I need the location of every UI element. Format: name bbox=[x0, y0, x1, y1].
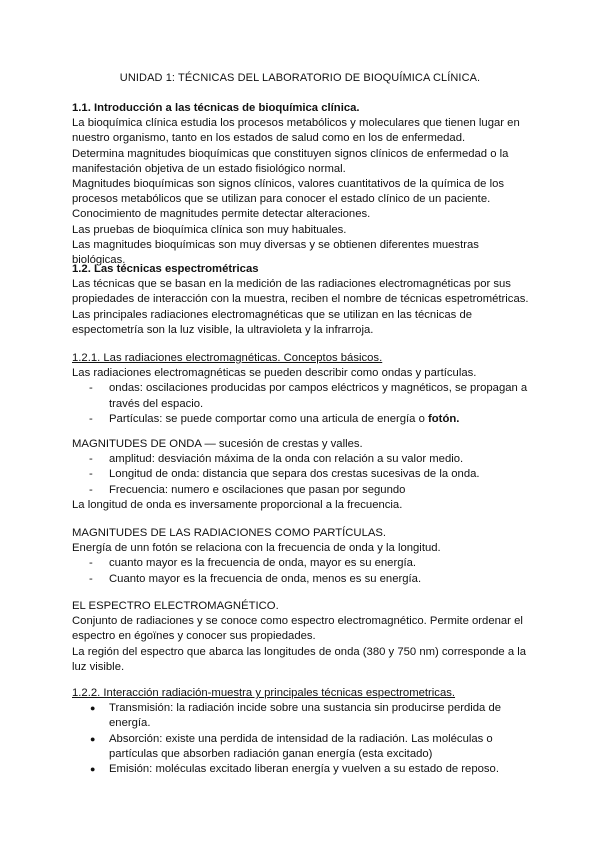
paragraph-line: Conocimiento de magnitudes permite detectar alteraciones. bbox=[72, 208, 371, 221]
list-item: ● Transmisión: la radiación incide sobre una sustancia sin producirse perdida de bbox=[90, 702, 502, 715]
list-item: - Partículas: se puede comportar como una articula de energía o fotón. bbox=[89, 412, 460, 425]
list-item: ● Emisión: moléculas excitado liberan energía y vuelven a su estado de reposo. bbox=[90, 763, 499, 776]
list-item: - Longitud de onda: distancia que separa dos crestas sucesivas de la onda. bbox=[89, 468, 480, 481]
list-item: - amplitud: desviación máxima de la onda con relación a su valor medio. bbox=[89, 453, 464, 466]
paragraph-line: espectro en égoïnes y conocer sus propiedades. bbox=[72, 630, 316, 643]
list-item: ● Absorción: existe una perdida de intensidad de la radiación. Las moléculas o bbox=[90, 732, 493, 745]
list-item: partículas que absorben radiación ganan energía (esta excitado) bbox=[109, 747, 433, 760]
section-particle-magnitudes bbox=[72, 526, 534, 587]
paragraph-line: Magnitudes bioquímicas son signos clínicos, valores cuantitativos de la química de los bbox=[72, 178, 505, 191]
paragraph-line: Las pruebas de bioquímica clínica son muy habituales. bbox=[72, 223, 347, 236]
section-spectrum bbox=[72, 599, 534, 675]
paragraph-line: procesos metabólicos que se utilizan para conocer el estado clínico de un paciente. bbox=[72, 193, 491, 206]
paragraph-line: Energía de unn fotón se relaciona con la frecuencia de onda y la longitud. bbox=[72, 542, 441, 555]
paragraph-line: luz visible. bbox=[72, 660, 125, 673]
section-heading: 1.2. Las técnicas espectrométricas bbox=[72, 263, 259, 275]
paragraph-line: Las técnicas que se basan en la medición de las radiaciones electromagnéticas por sus bbox=[72, 278, 511, 291]
bullet-list bbox=[72, 381, 534, 427]
bullet-list bbox=[72, 452, 534, 498]
bullet-list bbox=[72, 556, 534, 586]
page-title: UNIDAD 1: TÉCNICAS DEL LABORATORIO DE BIOQUÍMICA CLÍNICA. bbox=[119, 72, 481, 84]
paragraph-line: espectometría son la luz visible, la ultravioleta y la infrarroja. bbox=[72, 323, 374, 336]
section-wave-magnitudes bbox=[72, 437, 534, 513]
list-item: - ondas: oscilaciones producidas por campos eléctricos y magnéticos, se propagan a bbox=[89, 382, 528, 395]
list-item: energía. bbox=[109, 717, 151, 730]
paragraph-line: manifestación objetiva de un estado fisiológico normal. bbox=[72, 162, 346, 175]
section-heading: 1.1. Introducción a las técnicas de bioquímica clínica. bbox=[72, 102, 360, 114]
paragraph-line: La bioquímica clínica estudia los procesos metabólicos y moleculares que tienen lugar en bbox=[72, 117, 520, 130]
section-heading: EL ESPECTRO ELECTROMAGNÉTICO. bbox=[72, 600, 279, 612]
section-spectrometric bbox=[72, 262, 534, 338]
list-item: - Cuanto mayor es la frecuencia de onda, menos es su energía. bbox=[89, 572, 422, 585]
paragraph-line: Conjunto de radiaciones y se conoce como espectro electromagnético. Permite ordenar el bbox=[72, 615, 523, 628]
paragraph-line: nuestro organismo, tanto en los estados de salud como en los de enfermedad. bbox=[72, 132, 466, 145]
section-heading: MAGNITUDES DE ONDA — sucesión de crestas y valles. bbox=[72, 438, 363, 450]
section-heading: MAGNITUDES DE LAS RADIACIONES COMO PARTÍCULAS. bbox=[72, 527, 387, 539]
section-radiations bbox=[72, 351, 534, 427]
paragraph-line: Las magnitudes bioquímicas son muy diversas y se obtienen diferentes muestras biológicas. bbox=[72, 238, 479, 267]
paragraph-line: propiedades de interacción con la muestra, reciben el nombre de técnicas espetrométricas. bbox=[72, 293, 529, 306]
list-item: - cuanto mayor es la frecuencia de onda, mayor es su energía. bbox=[89, 557, 417, 570]
section-intro bbox=[72, 101, 534, 268]
paragraph-line: La longitud de onda es inversamente proporcional a la frecuencia. bbox=[72, 498, 403, 511]
paragraph-line: Las radiaciones electromagnéticas se pueden describir como ondas y partículas. bbox=[72, 367, 477, 380]
paragraph-line: La región del espectro que abarca las longitudes de onda (380 y 750 nm) corresponde a la bbox=[72, 645, 527, 658]
paragraph-line: Determina magnitudes bioquímicas que constituyen signos clínicos de enfermedad o la bbox=[72, 147, 509, 160]
list-item: - Frecuencia: numero e oscilaciones que pasan por segundo bbox=[89, 483, 406, 496]
section-interaction bbox=[72, 686, 534, 777]
list-item: través del espacio. bbox=[109, 397, 204, 410]
subsection-heading: 1.2.2. Interacción radiación-muestra y principales técnicas espectrometricas. bbox=[72, 687, 456, 699]
bullet-list bbox=[72, 701, 534, 777]
subsection-heading: 1.2.1. Las radiaciones electromagnéticas. Conceptos básicos. bbox=[72, 352, 383, 364]
paragraph-line: Las principales radiaciones electromagnéticas que se utilizan en las técnicas de bbox=[72, 308, 473, 321]
